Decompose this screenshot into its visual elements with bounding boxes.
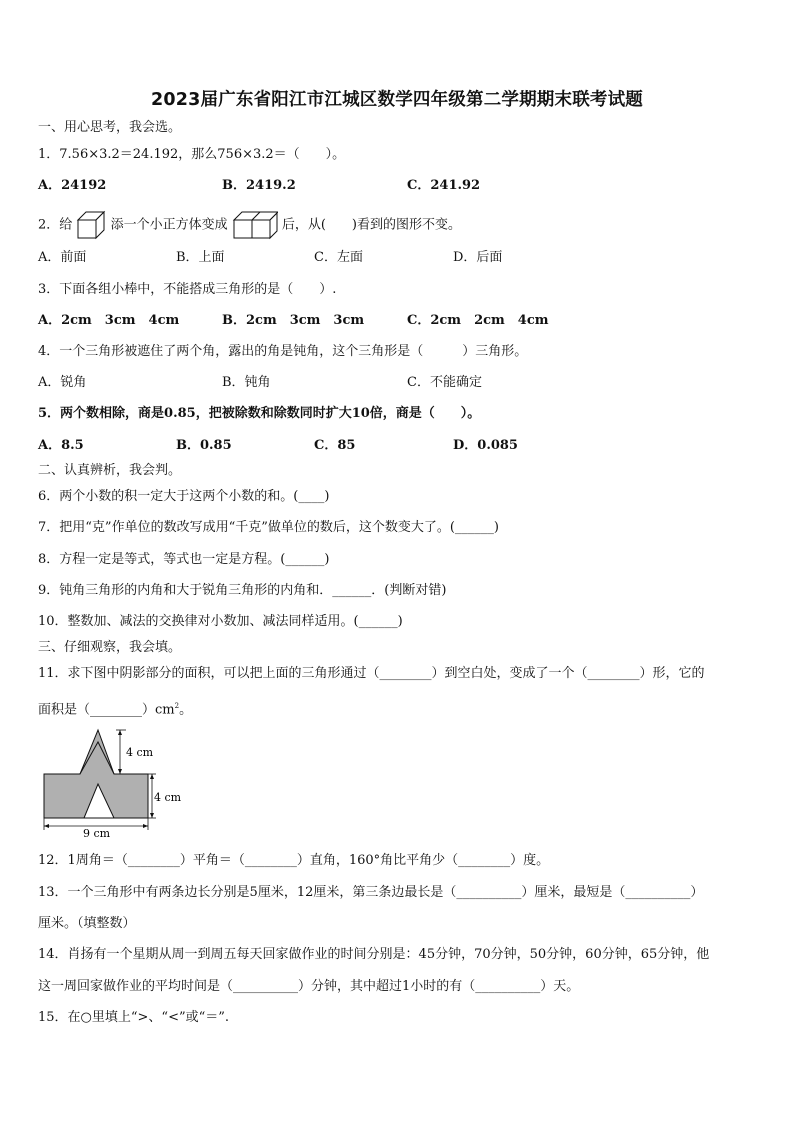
question-4: 4．一个三角形被遮住了两个角，露出的角是钝角，这个三角形是（ ）三角形。: [38, 344, 528, 359]
q2-option-d[interactable]: D．后面: [453, 250, 503, 265]
q5-option-a[interactable]: A．8.5: [38, 438, 84, 453]
two-cubes-icon: [232, 210, 278, 240]
q2-option-c[interactable]: C．左面: [314, 250, 363, 265]
question-9: 9．钝角三角形的内角和大于锐角三角形的内角和．______．(判断对错): [38, 583, 447, 598]
question-11-line-2: [38, 697, 192, 719]
q2-text-pre: 2．给: [38, 217, 73, 233]
page-title: 2023届广东省阳江市江城区数学四年级第二学期期末联考试题: [150, 90, 643, 110]
q11-area-text: 面积是（________）cm: [38, 702, 175, 718]
q4-option-c[interactable]: C．不能确定: [407, 375, 482, 390]
top-dimension-label: 4 cm: [126, 746, 154, 759]
question-15: 15．在○里填上“>、“<”或“＝”.: [38, 1010, 230, 1025]
question-10: 10．整数加、减法的交换律对小数加、减法同样适用。(______): [38, 614, 403, 629]
question-1: 1．7.56×3.2＝24.192，那么756×3.2＝（ ）。: [38, 147, 346, 162]
question-12: 12．1周角＝（________）平角＝（________）直角，160°角比平角少（________）度。: [38, 853, 550, 868]
q2-option-a[interactable]: A．前面: [38, 250, 87, 265]
question-5: 5．两个数相除，商是0.85，把被除数和除数同时扩大10倍，商是（ ）。: [38, 406, 481, 421]
question-14-line-2: 这一周回家做作业的平均时间是（__________）分钟，其中超过1小时的有（__________）天。: [38, 979, 580, 994]
q5-option-c[interactable]: C．85: [314, 438, 356, 453]
section-heading-2: 二、认真辨析，我会判。: [38, 463, 182, 478]
question-11-line-1: 11．求下图中阴影部分的面积，可以把上面的三角形通过（________）到空白处，变成了一个（________）形，它的: [38, 666, 705, 681]
q11-end-mark: 。: [179, 702, 193, 718]
q4-option-a[interactable]: A．锐角: [38, 375, 87, 390]
q3-option-a[interactable]: A．2cm 3cm 4cm: [38, 313, 180, 328]
question-13-line-1: 13．一个三角形中有两条边长分别是5厘米，12厘米，第三条边最长是（__________）厘米，最短是（__________）: [38, 885, 704, 900]
question-3: 3．下面各组小棒中，不能搭成三角形的是（ ）.: [38, 282, 337, 297]
q4-option-b[interactable]: B．钝角: [222, 375, 271, 390]
question-13-line-2: 厘米。（填整数）: [38, 916, 136, 931]
q2-text-post: 后，从( )看到的图形不变。: [281, 217, 462, 233]
section-heading-3: 三、仔细观察，我会填。: [38, 640, 182, 655]
single-cube-icon: [76, 210, 106, 240]
shaded-area-figure: [36, 726, 196, 841]
q2-text-mid: 添一个小正方体变成: [110, 217, 228, 233]
section-heading-1: 一、用心思考，我会选。: [38, 120, 182, 135]
q1-option-b[interactable]: B．2419.2: [222, 178, 296, 193]
question-6: 6．两个小数的积一定大于这两个小数的和。(____): [38, 489, 330, 504]
question-14-line-1: 14．肖扬有一个星期从周一到周五每天回家做作业的时间分别是：45分钟，70分钟，50分钟，60分钟，65分钟，他: [38, 947, 710, 962]
q5-option-d[interactable]: D．0.085: [453, 438, 518, 453]
q5-option-b[interactable]: B．0.85: [176, 438, 232, 453]
question-8: 8．方程一定是等式，等式也一定是方程。(______): [38, 552, 330, 567]
q2-option-b[interactable]: B．上面: [176, 250, 225, 265]
q11-unit-superscript: 2: [174, 702, 180, 710]
question-2: [38, 210, 461, 240]
right-dimension-label: 4 cm: [154, 791, 182, 804]
q1-option-a[interactable]: A．24192: [38, 178, 107, 193]
q3-option-b[interactable]: B．2cm 3cm 3cm: [222, 313, 365, 328]
q1-option-c[interactable]: C．241.92: [407, 178, 481, 193]
q3-option-c[interactable]: C．2cm 2cm 4cm: [407, 313, 549, 328]
bottom-dimension-label: 9 cm: [83, 827, 111, 840]
question-7: 7．把用“克”作单位的数改写成用“千克”做单位的数后，这个数变大了。(______): [38, 520, 499, 535]
